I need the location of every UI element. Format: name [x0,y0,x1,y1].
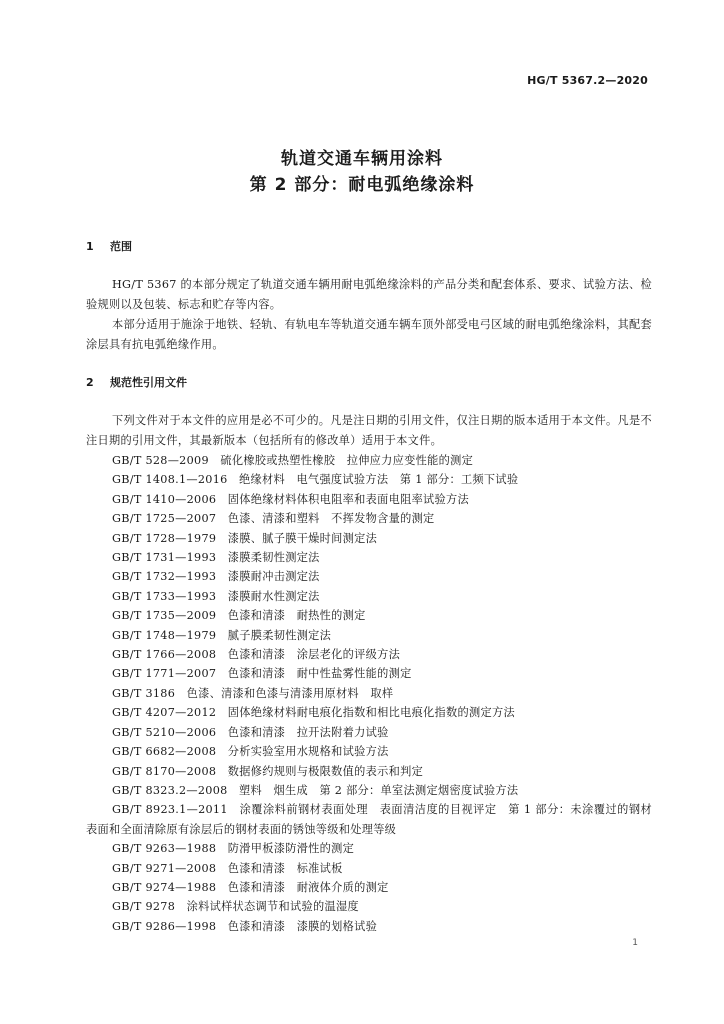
section-heading-scope [86,238,132,254]
reference-item: GB/T 9274—1988 色漆和清漆 耐液体介质的测定 [112,880,389,894]
standard-code: HG/T 5367.2—2020 [527,74,648,87]
reference-item: GB/T 1771—2007 色漆和清漆 耐中性盐雾性能的测定 [112,667,412,681]
section-number: 1 [86,240,94,253]
reference-item: GB/T 9278 涂料试样状态调节和试验的温湿度 [112,900,359,914]
reference-item: GB/T 9286—1998 色漆和清漆 漆膜的划格试验 [112,919,378,933]
reference-item: GB/T 1735—2009 色漆和清漆 耐热性的测定 [112,609,366,623]
reference-item: GB/T 8923.1—2011 涂覆涂料前钢材表面处理 表面清洁度的目视评定 第 1 部分：未涂覆过的钢材表面和全面清除原有涂层后的钢材表面的锈蚀等级和处理等级 [86,803,652,836]
reference-item: GB/T 1748—1979 腻子膜柔韧性测定法 [112,628,332,642]
reference-item: GB/T 5210—2006 色漆和清漆 拉开法附着力试验 [112,725,389,739]
reference-list [86,451,652,936]
reference-item: GB/T 1725—2007 色漆、清漆和塑料 不挥发物含量的测定 [112,512,435,526]
scope-paragraph-2: 本部分适用于施涂于地铁、轻轨、有轨电车等轨道交通车辆车顶外部受电弓区域的耐电弧绝缘涂料，其配套涂层具有抗电弧绝缘作用。 [86,318,652,351]
section-title: 规范性引用文件 [110,376,187,389]
reference-item: GB/T 528—2009 硫化橡胶或热塑性橡胶 拉伸应力应变性能的测定 [112,454,474,467]
reference-item: GB/T 9271—2008 色漆和清漆 标准试板 [112,861,343,875]
page-number: 1 [632,938,638,948]
scope-paragraph-1: HG/T 5367 的本部分规定了轨道交通车辆用耐电弧绝缘涂料的产品分类和配套体系、要求、试验方法、检验规则以及包装、标志和贮存等内容。 [86,278,652,311]
section-heading-normative [86,374,187,390]
section-title: 范围 [110,240,132,253]
section-number: 2 [86,376,94,389]
document-title: 轨道交通车辆用涂料 [281,149,443,169]
reference-item: GB/T 8170—2008 数据修约规则与极限数值的表示和判定 [112,764,424,778]
reference-item: GB/T 1733—1993 漆膜耐水性测定法 [112,589,320,603]
normative-intro: 下列文件对于本文件的应用是必不可少的。凡是注日期的引用文件，仅注日期的版本适用于本文件。凡是不注日期的引用文件，其最新版本（包括所有的修改单）适用于本文件。 [86,414,652,447]
reference-item: GB/T 6682—2008 分析实验室用水规格和试验方法 [112,745,389,759]
reference-item: GB/T 1732—1993 漆膜耐冲击测定法 [112,570,320,584]
reference-item: GB/T 4207—2012 固体绝缘材料耐电痕化指数和相比电痕化指数的测定方法 [112,706,515,720]
reference-item: GB/T 9263—1988 防滑甲板漆防滑性的测定 [112,842,355,856]
reference-item: GB/T 1728—1979 漆膜、腻子膜干燥时间测定法 [112,531,378,545]
reference-item: GB/T 8323.2—2008 塑料 烟生成 第 2 部分：单室法测定烟密度试验方法 [112,783,519,797]
reference-item: GB/T 1766—2008 色漆和清漆 涂层老化的评级方法 [112,648,401,662]
reference-item: GB/T 1410—2006 固体绝缘材料体积电阻率和表面电阻率试验方法 [112,492,470,506]
reference-item: GB/T 1731—1993 漆膜柔韧性测定法 [112,551,320,565]
reference-item: GB/T 3186 色漆、清漆和色漆与清漆用原材料 取样 [112,686,394,700]
document-subtitle: 第 2 部分：耐电弧绝缘涂料 [249,175,475,195]
reference-item: GB/T 1408.1—2016 绝缘材料 电气强度试验方法 第 1 部分：工频下试验 [112,473,519,487]
